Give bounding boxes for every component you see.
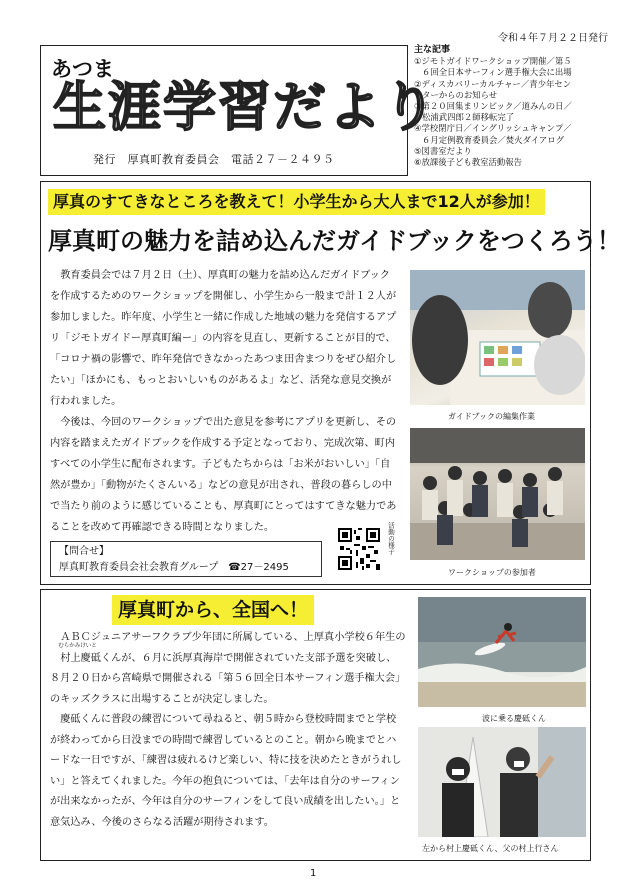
table-of-contents: [414, 45, 590, 168]
editing-photo-illustration: [410, 270, 585, 405]
publisher-info: 発行 厚真町教育委員会 電話２７－２４９５: [93, 153, 335, 166]
article1-kicker: 厚真のすてきなところを教えて！小学生から大人まで12人が参加！: [48, 189, 545, 215]
photo1-caption: ガイドブックの編集作業: [448, 412, 535, 421]
surfer-name-text: 村上慶砥: [60, 652, 101, 664]
article2-paragraph: [50, 628, 406, 710]
toc-title: 主な記事: [414, 45, 451, 55]
toc-item: ターからのお知らせ: [422, 89, 498, 100]
article2-body: [50, 628, 406, 833]
surfer-name: [50, 642, 101, 670]
qr-code[interactable]: [338, 528, 380, 570]
article2-headline: 厚真町から、全国へ！: [112, 595, 314, 625]
toc-item: ６月定例教育委員会／焚火ダイアログ: [422, 134, 564, 145]
toc-item: 松浦武四郎２師移転完了: [422, 112, 515, 123]
toc-item: ②ディスカバリーカルチャー／青少年セン: [414, 78, 572, 89]
photo-surfing: [418, 597, 586, 707]
article1-body: [50, 265, 398, 538]
surfing-photo-illustration: [418, 597, 586, 707]
contact-label: 【問合せ】: [59, 546, 109, 557]
toc-item: ⑥放課後子ども教室活動報告: [414, 157, 523, 168]
photo4-caption: 左から村上慶砥くん、父の村上行さん: [422, 844, 559, 853]
article2-p1-before: ＡＢＣジュニアサーフクラブ少年団に所属している、上厚真小学校６年生の: [60, 632, 406, 643]
father-son-photo-illustration: [418, 727, 586, 837]
toc-item: ①ジモトガイドワークショップ開催／第５: [414, 56, 572, 67]
issue-date: 令和４年７月２２日発行: [498, 33, 608, 44]
article2-paragraph: 慶砥くんに普段の練習について尋ねると、朝５時から登校時間までと学校が終わってから日没までの時間で練習しているとのこと。朝から晩までとハードな一日ですが、「練習は疲れるけど楽しい、特に技を決めたときがうれしい」と答えてくれました。今年の抱負については、「去年は自分のサーフィンが出来なかったが、今年は自分のサーフィンをして良い成績を出したい。」と意気込み、今後のさらなる活躍が期待されます。: [50, 714, 402, 828]
toc-item: ③第２０回集まリンピック／道みんの日／: [414, 101, 572, 112]
page-number: 1: [310, 868, 317, 879]
newsletter-subtitle: あつま: [51, 56, 114, 81]
photo-workshop-participants: [410, 428, 585, 560]
contact-box: [50, 541, 322, 577]
newsletter-title: 生涯学習だより: [53, 77, 438, 138]
article1-headline: 厚真町の魅力を詰め込んだガイドブックをつくろう！: [48, 227, 621, 255]
surfer-name-reading: むらかみけいと: [58, 642, 97, 649]
photo-surfer-and-father: [418, 727, 586, 837]
toc-item: ６回全日本サーフィン選手権大会に出場: [422, 67, 572, 78]
article1-paragraph: 教育委員会では７月２日（土）、厚真町の魅力を詰め込んだガイドブックを作成するためのワークショップを開催し、小学生から一般まで計１２人が参加しました。昨年度、小学生と一緒に作成した地域の魅力を発信するアプリ「ジモトガイドー厚真町編ー」の内容を見直し、更新することが目的で、「コロナ禍の影響で、昨年発信できなかったあつま田舎まつりをぜひ紹介したい」「ほかにも、もっとおいしいものがあるよ」など、活発な意見交換が行われました。: [50, 270, 397, 407]
article1-paragraph: 今後は、今回のワークショップで出た意見を参考にアプリを更新し、その内容を踏まえたガイドブックを作成する予定となっており、完成次第、町内すべての小学生に配布されます。子どもたちからは「お米がおいしい」「自然が豊か」「動物がたくさんいる」などの意見が出され、普段の暮らしの中で当たり前のように感じていることも、厚真町にとってはすてきな魅力であることを改めて再確認できる時間となりました。: [50, 417, 397, 533]
contact-text: 厚真町教育委員会社会教育グループ ☎27－2495: [59, 562, 289, 573]
photo-editing-work: [410, 270, 585, 405]
toc-item: ④学校閉庁日／イングリッシュキャンプ／: [414, 123, 572, 134]
article2-p1-after: くんが、６月に浜厚真海岸で開催されていた支部予選を突破し、８月２０日から宮崎県で開催される「第５６回全日本サーフィン選手権大会」のキッズクラスに出場することが決定しました。: [50, 652, 406, 705]
photo2-caption: ワークショップの参加者: [448, 568, 536, 577]
photo3-caption: 波に乗る慶砥くん: [482, 714, 546, 723]
toc-item: ⑤図書室だより: [414, 145, 472, 156]
toc-list: [414, 56, 590, 168]
participants-photo-illustration: [410, 428, 585, 560]
qr-note: 活動の様子: [387, 522, 395, 555]
